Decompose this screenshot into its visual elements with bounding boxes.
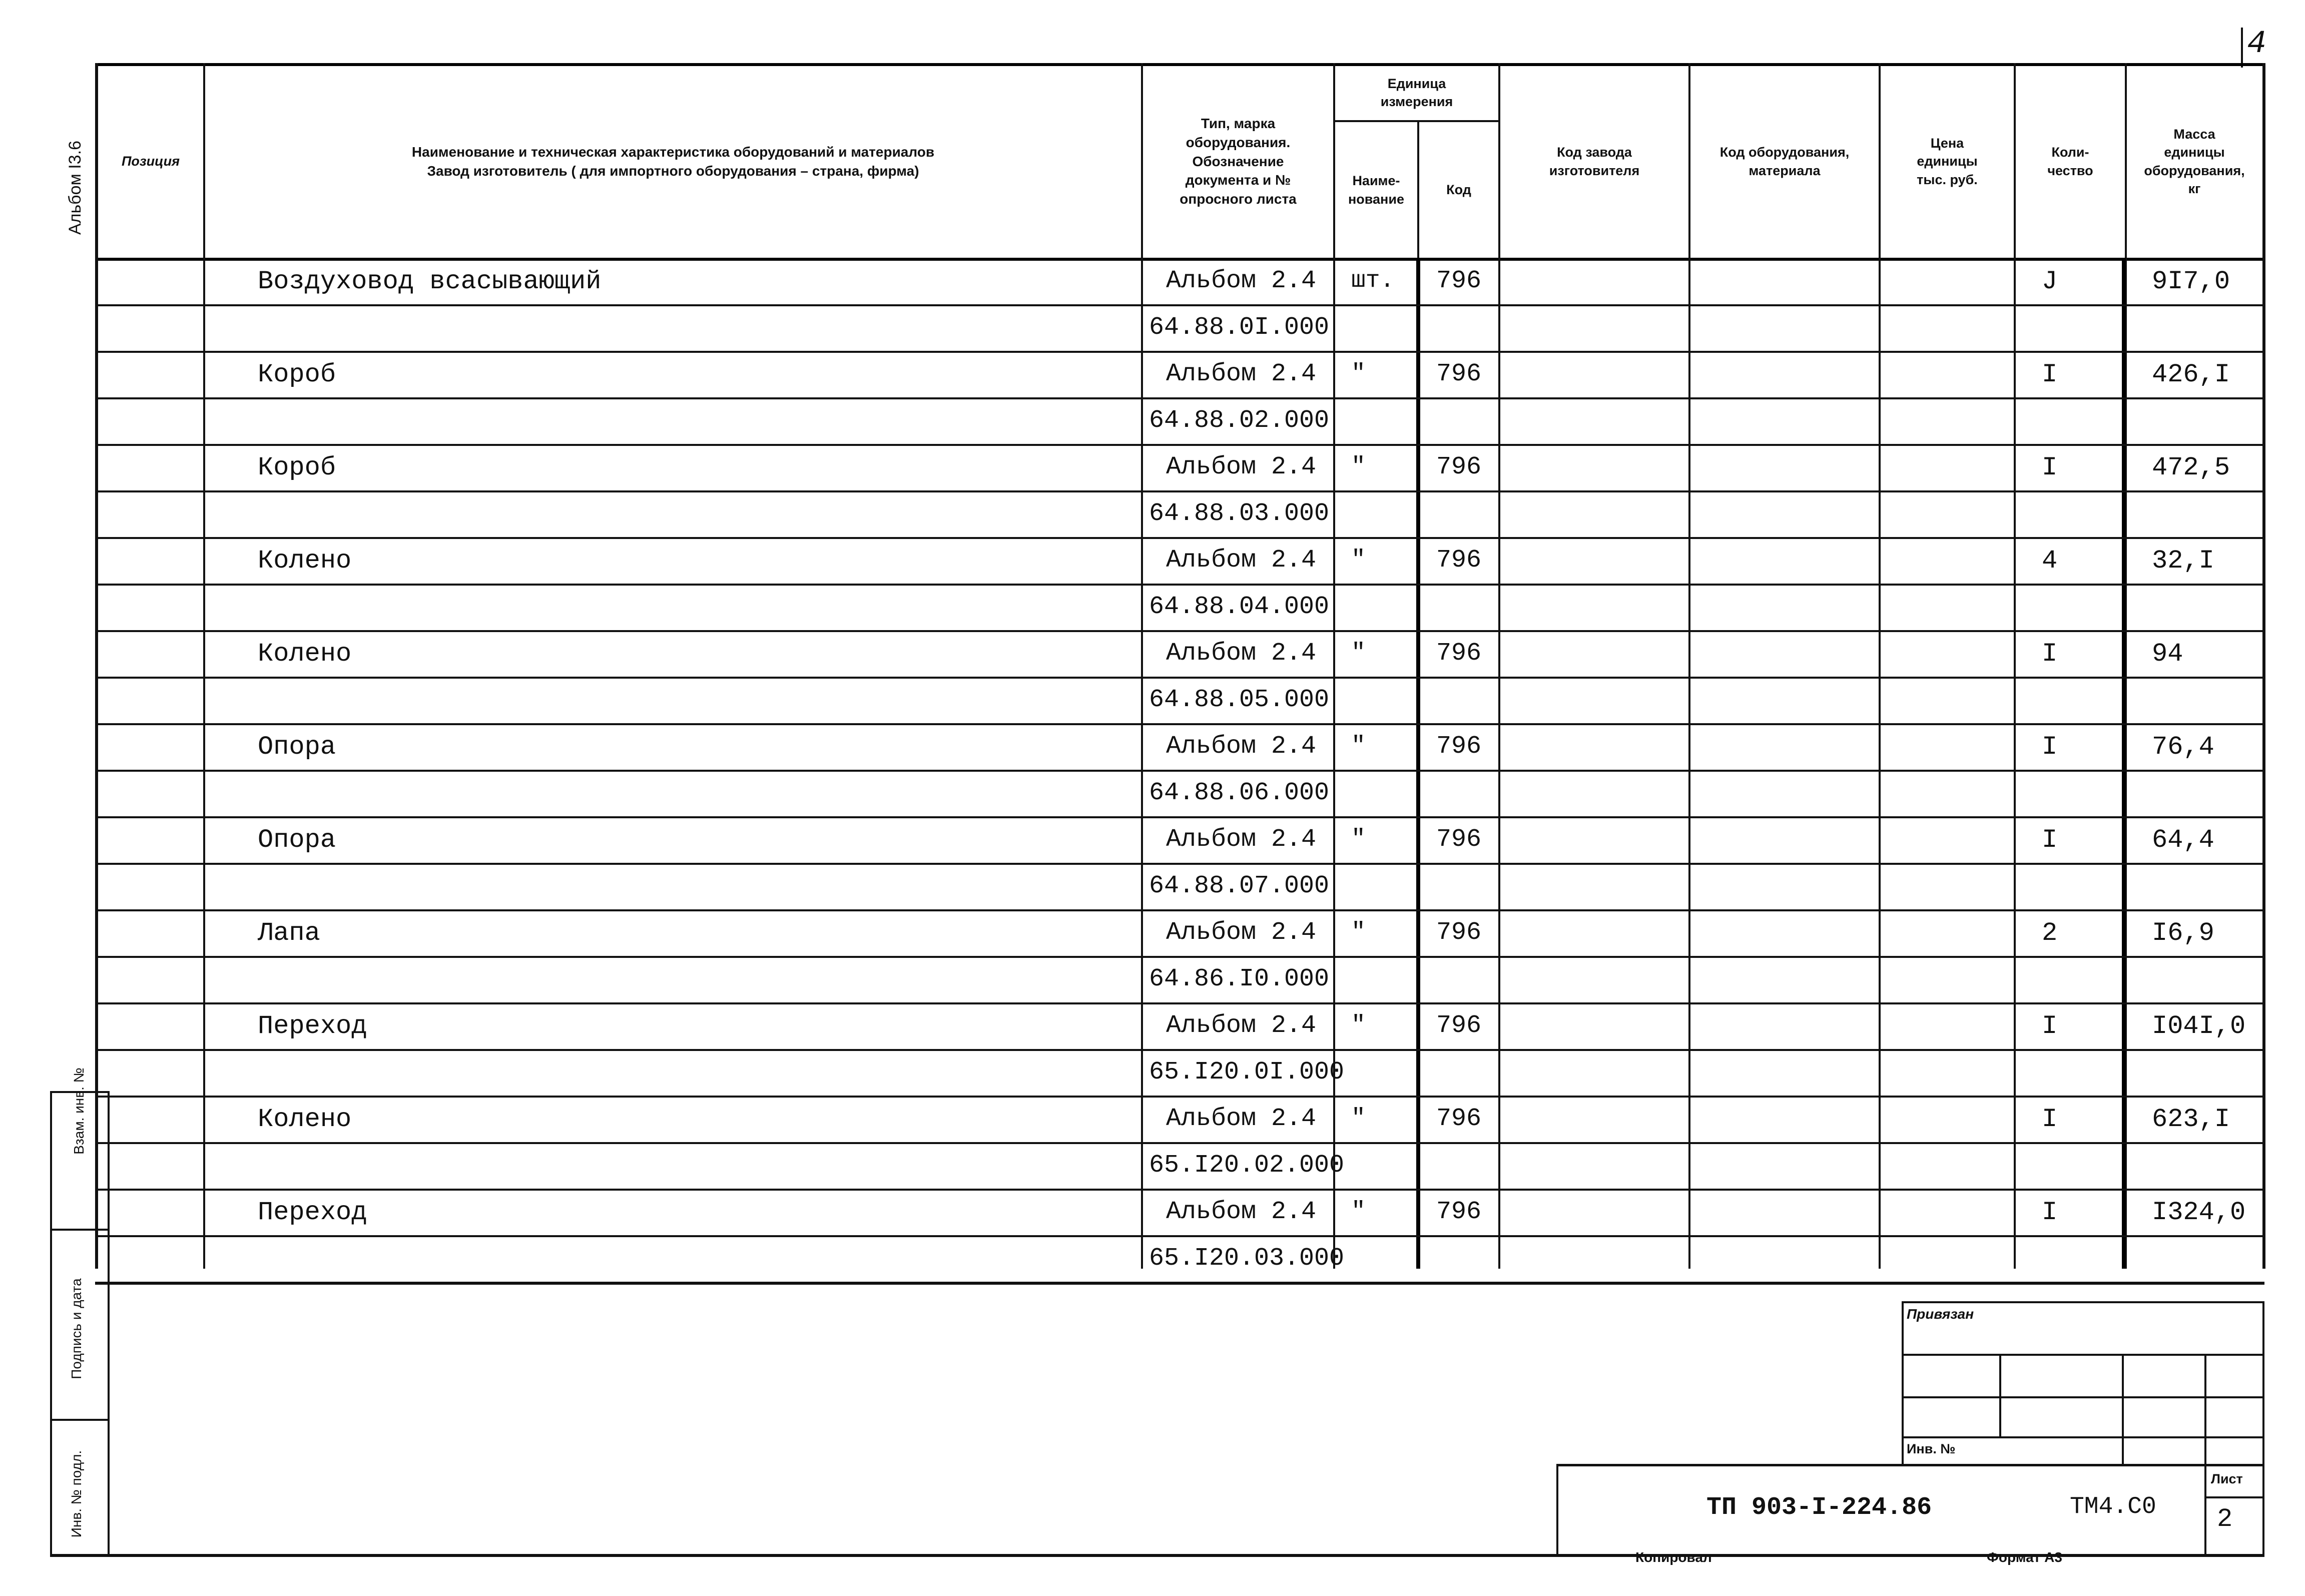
row-name: Воздуховод всасывающий [258, 267, 602, 296]
row-unit-code: 796 [1436, 453, 1482, 481]
header-factory-code: Код завода изготовителя [1549, 145, 1640, 178]
row-quantity: I [2042, 453, 2058, 482]
row-quantity: J [2042, 267, 2058, 296]
side-stamp-inv-podl: Инв. № подл. [69, 1450, 84, 1538]
sheet-corner-number: 4 [2247, 26, 2266, 62]
grid-hline [1902, 1436, 2264, 1438]
row-mass: 623,I [2152, 1105, 2230, 1134]
row-mass: I04I,0 [2152, 1011, 2246, 1041]
corner-mark-line [2241, 28, 2243, 68]
album-side-label: Альбом I3.6 [65, 140, 85, 235]
header-quantity: Коли- чество [2047, 145, 2093, 178]
row-unit-code: 796 [1436, 639, 1482, 668]
header-price: Цена единицы тыс. руб. [1917, 135, 1978, 187]
grid-vline [1902, 1301, 1904, 1464]
row-mass: 94 [2152, 639, 2183, 669]
grid-vline [1556, 1464, 1558, 1554]
grid-vline [108, 1091, 110, 1554]
title-privyazan: Привязан [1907, 1306, 1974, 1322]
row-unit-name: " [1351, 919, 1366, 946]
grid-hline [95, 1282, 2264, 1285]
row-unit-code: 796 [1436, 825, 1482, 854]
grid-vline [2204, 1354, 2206, 1554]
row-unit-name: " [1351, 360, 1366, 387]
row-mass: 426,I [2152, 360, 2230, 389]
grid-hline [95, 1142, 2264, 1144]
row-quantity: I [2042, 825, 2058, 855]
row-type-album: Альбом 2.4 [1166, 546, 1317, 575]
grid-hline [95, 1049, 2264, 1051]
row-unit-name: " [1351, 547, 1366, 574]
row-name: Короб [258, 453, 336, 482]
row-mass: 76,4 [2152, 732, 2214, 762]
row-type-album: Альбом 2.4 [1166, 267, 1317, 295]
row-type-designation: 64.88.02.000 [1149, 406, 1330, 435]
grid-hline [95, 397, 2264, 399]
title-doc-number: ТП 903-I-224.86 [1706, 1493, 1932, 1522]
row-type-album: Альбом 2.4 [1166, 1105, 1317, 1133]
row-type-album: Альбом 2.4 [1166, 918, 1317, 947]
header-position: Позиция [121, 154, 180, 169]
row-type-album: Альбом 2.4 [1166, 639, 1317, 668]
row-unit-code: 796 [1436, 1105, 1482, 1133]
row-type-designation: 65.I20.03.000 [1149, 1244, 1345, 1273]
row-type-designation: 64.88.0I.000 [1149, 313, 1330, 342]
row-quantity: I [2042, 1105, 2058, 1134]
side-stamp-podpis: Подпись и дата [69, 1278, 84, 1379]
row-name: Переход [258, 1198, 367, 1227]
grid-hline [50, 1554, 2264, 1557]
row-unit-name: " [1351, 733, 1366, 760]
row-type-designation: 64.88.03.000 [1149, 499, 1330, 528]
title-doc-code: ТМ4.С0 [2070, 1493, 2156, 1520]
row-mass: I324,0 [2152, 1198, 2246, 1227]
row-unit-name: " [1351, 453, 1366, 480]
row-mass: 9I7,0 [2152, 267, 2230, 296]
row-name: Лапа [258, 918, 320, 948]
row-quantity: 2 [2042, 918, 2058, 948]
row-type-designation: 64.88.04.000 [1149, 593, 1330, 621]
header-unit-code: Код [1446, 182, 1471, 198]
grid-hline [95, 1235, 2264, 1237]
row-name: Опора [258, 732, 336, 762]
row-type-album: Альбом 2.4 [1166, 732, 1317, 761]
title-sheet-label: Лист [2211, 1471, 2243, 1486]
grid-hline [1556, 1464, 2264, 1466]
row-name: Колено [258, 546, 352, 576]
title-copied: Копировал [1635, 1549, 1712, 1565]
row-type-album: Альбом 2.4 [1166, 1198, 1317, 1226]
grid-hline [95, 1096, 2264, 1098]
row-unit-code: 796 [1436, 918, 1482, 947]
row-unit-code: 796 [1436, 1198, 1482, 1226]
grid-hline [95, 1189, 2264, 1191]
header-mass: Масса единицы оборудования, кг [2144, 126, 2245, 196]
grid-hline [95, 537, 2264, 539]
grid-hline [95, 956, 2264, 958]
row-type-album: Альбом 2.4 [1166, 825, 1317, 854]
row-mass: 32,I [2152, 546, 2214, 576]
row-mass: 64,4 [2152, 825, 2214, 855]
row-unit-name: шт. [1351, 267, 1395, 294]
row-type-designation: 65.I20.0I.000 [1149, 1058, 1345, 1087]
row-quantity: I [2042, 1198, 2058, 1227]
row-unit-code: 796 [1436, 267, 1482, 295]
row-name: Переход [258, 1011, 367, 1041]
grid-hline [50, 1229, 108, 1231]
grid-vline [2122, 1354, 2124, 1464]
title-inv-no: Инв. № [1907, 1441, 1956, 1456]
header-name: Наименование и техническая характеристика оборудований и материалов Завод изготовитель ( для импортного оборудования – страна, фирма) [411, 144, 935, 179]
grid-hline [2204, 1496, 2264, 1498]
row-unit-code: 796 [1436, 360, 1482, 388]
grid-vline [2122, 258, 2126, 1269]
row-name: Опора [258, 825, 336, 855]
grid-hline [95, 1002, 2264, 1004]
grid-hline [95, 584, 2264, 586]
grid-hline [95, 770, 2264, 772]
row-unit-name: " [1351, 826, 1366, 853]
grid-hline [95, 304, 2264, 306]
grid-vline [1999, 1354, 2001, 1436]
grid-vline [1416, 258, 1420, 1269]
row-name: Колено [258, 1105, 352, 1134]
title-format: Формат А3 [1987, 1549, 2062, 1565]
row-type-designation: 64.88.05.000 [1149, 686, 1330, 714]
header-equipment-code: Код оборудования, материала [1719, 145, 1850, 178]
row-unit-name: " [1351, 1198, 1366, 1225]
grid-hline [95, 444, 2264, 446]
header-unit-group: Единица измерения [1380, 76, 1453, 109]
row-mass: I6,9 [2152, 918, 2214, 948]
grid-hline [95, 258, 2264, 261]
row-unit-code: 796 [1436, 546, 1482, 575]
grid-hline [1902, 1301, 2264, 1303]
grid-hline [95, 490, 2264, 492]
header-type: Тип, марка оборудования. Обозначение документа и № опросного листа [1180, 116, 1297, 207]
row-unit-name: " [1351, 1012, 1366, 1039]
title-sheet-number: 2 [2217, 1504, 2233, 1534]
row-type-designation: 64.86.I0.000 [1149, 965, 1330, 993]
row-quantity: I [2042, 360, 2058, 389]
row-quantity: 4 [2042, 546, 2058, 576]
grid-vline [2262, 63, 2265, 1269]
side-stamp-vzam: Взам. инв. № [71, 1068, 87, 1155]
grid-vline [50, 1091, 52, 1554]
grid-hline [95, 723, 2264, 725]
row-name: Короб [258, 360, 336, 389]
row-type-album: Альбом 2.4 [1166, 453, 1317, 481]
row-type-album: Альбом 2.4 [1166, 1011, 1317, 1040]
row-type-album: Альбом 2.4 [1166, 360, 1317, 388]
row-unit-name: " [1351, 1105, 1366, 1132]
grid-hline [95, 863, 2264, 865]
grid-hline [95, 630, 2264, 632]
grid-hline [95, 677, 2264, 679]
grid-hline [1902, 1354, 2264, 1356]
grid-hline [95, 351, 2264, 353]
grid-hline [95, 816, 2264, 818]
row-quantity: I [2042, 1011, 2058, 1041]
row-mass: 472,5 [2152, 453, 2230, 482]
grid-hline [2204, 1396, 2264, 1398]
row-unit-name: " [1351, 640, 1366, 667]
grid-vline [2262, 1301, 2264, 1554]
row-type-designation: 64.88.06.000 [1149, 779, 1330, 807]
header-unit-name: Наиме- нование [1348, 173, 1404, 207]
row-type-designation: 64.88.07.000 [1149, 872, 1330, 900]
row-unit-code: 796 [1436, 1011, 1482, 1040]
grid-hline [95, 909, 2264, 911]
row-type-designation: 65.I20.02.000 [1149, 1151, 1345, 1180]
row-unit-code: 796 [1436, 732, 1482, 761]
row-name: Колено [258, 639, 352, 669]
row-quantity: I [2042, 639, 2058, 669]
row-quantity: I [2042, 732, 2058, 762]
